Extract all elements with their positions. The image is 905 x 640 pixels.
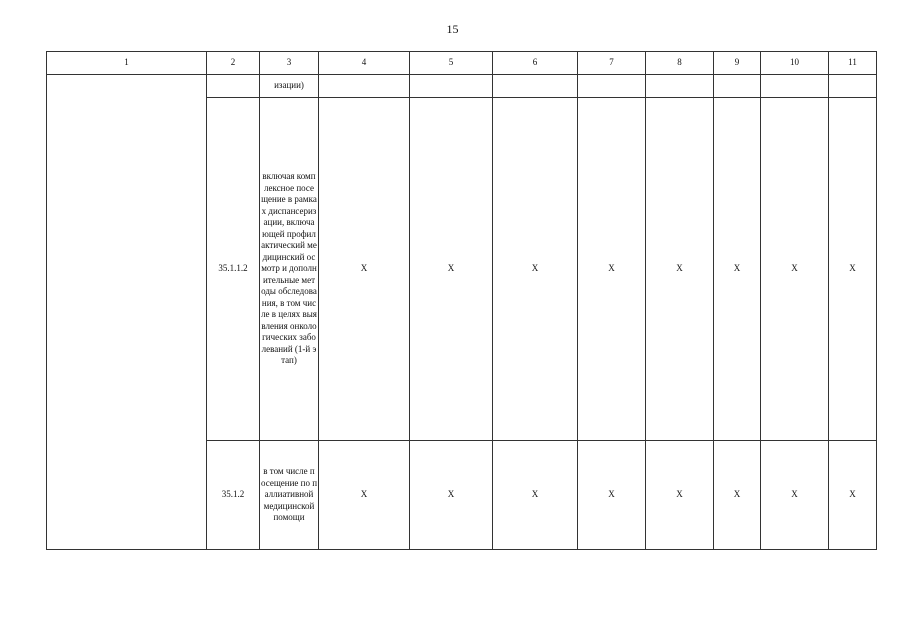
table-row: [47, 75, 877, 98]
row-code: [207, 75, 260, 98]
value-cell: X: [493, 98, 578, 441]
row-code: 35.1.1.2: [207, 98, 260, 441]
value-cell: [493, 75, 578, 98]
value-cell: X: [714, 441, 761, 550]
row-name: изации): [260, 75, 319, 98]
header-row: [47, 52, 877, 75]
header-cell: 8: [646, 52, 714, 75]
row-name: включая комплексное посещение в рамках диспансеризации, включающей профилактический медицинский осмотр и дополнительные методы обследования, в том числе в целях выявления онкологических заболеваний (1-й этап): [260, 98, 319, 441]
header-cell: 10: [761, 52, 829, 75]
value-cell: X: [761, 98, 829, 441]
row-name: в том числе посещение по паллиативной медицинской помощи: [260, 441, 319, 550]
header-cell: 1: [47, 52, 207, 75]
header-cell: 9: [714, 52, 761, 75]
value-cell: X: [410, 441, 493, 550]
header-cell: 4: [319, 52, 410, 75]
value-cell: X: [829, 98, 877, 441]
header-cell: 7: [578, 52, 646, 75]
header-cell: 3: [260, 52, 319, 75]
header-cell: 5: [410, 52, 493, 75]
value-cell: X: [646, 441, 714, 550]
value-cell: X: [319, 441, 410, 550]
value-cell: [319, 75, 410, 98]
value-cell: X: [646, 98, 714, 441]
data-table: [46, 51, 877, 550]
value-cell: [714, 75, 761, 98]
value-cell: X: [410, 98, 493, 441]
value-cell: [410, 75, 493, 98]
value-cell: X: [714, 98, 761, 441]
value-cell: X: [829, 441, 877, 550]
value-cell: [578, 75, 646, 98]
page-number: 15: [446, 22, 459, 36]
value-cell: X: [578, 441, 646, 550]
merged-empty-cell: [47, 75, 207, 550]
header-cell: 11: [829, 52, 877, 75]
value-cell: [761, 75, 829, 98]
row-code: 35.1.2: [207, 441, 260, 550]
value-cell: [829, 75, 877, 98]
header-cell: 6: [493, 52, 578, 75]
value-cell: X: [578, 98, 646, 441]
value-cell: X: [493, 441, 578, 550]
value-cell: X: [761, 441, 829, 550]
value-cell: X: [319, 98, 410, 441]
value-cell: [646, 75, 714, 98]
header-cell: 2: [207, 52, 260, 75]
